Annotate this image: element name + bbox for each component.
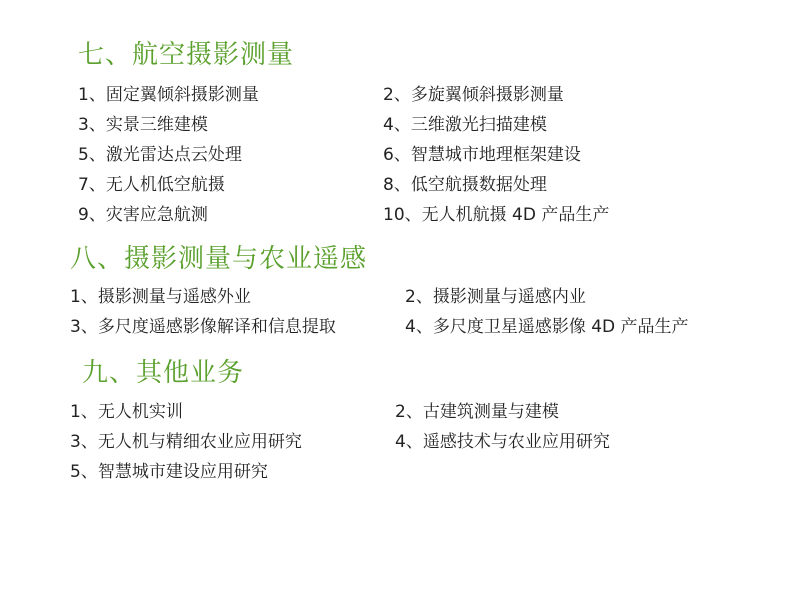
list-item: 2、摄影测量与遥感内业 [405, 287, 586, 308]
section-title: 七、航空摄影测量 [78, 40, 295, 70]
list-item: 1、固定翼倾斜摄影测量 [78, 85, 259, 106]
list-item: 8、低空航摄数据处理 [383, 175, 547, 196]
list-item: 3、无人机与精细农业应用研究 [70, 431, 302, 452]
list-row [70, 461, 756, 482]
list-item: 9、灾害应急航测 [78, 205, 208, 226]
list-row [70, 177, 756, 194]
list-item: 1、无人机实训 [70, 401, 183, 422]
list-item: 3、多尺度遥感影像解译和信息提取 [70, 317, 336, 338]
list-row [70, 319, 756, 336]
list-row [70, 147, 756, 164]
list-row [70, 207, 756, 224]
list-item: 5、激光雷达点云处理 [78, 145, 242, 166]
list-item: 1、摄影测量与遥感外业 [70, 287, 251, 308]
list-row [70, 401, 756, 422]
list-item: 3、实景三维建模 [78, 115, 208, 136]
list-item: 2、古建筑测量与建模 [395, 401, 559, 422]
section-aerial-photogrammetry [70, 40, 756, 224]
list-item: 4、多尺度卫星遥感影像 4D 产品生产 [405, 317, 689, 338]
section-photogrammetry-agri-remote-sensing [70, 244, 756, 336]
section-title: 八、摄影测量与农业遥感 [70, 244, 368, 275]
list-item: 6、智慧城市地理框架建设 [383, 145, 581, 166]
list-row [70, 117, 756, 134]
list-item: 7、无人机低空航摄 [78, 175, 225, 196]
list-row [70, 289, 756, 306]
section-other-services [70, 358, 756, 480]
list-item: 5、智慧城市建设应用研究 [70, 461, 268, 482]
list-item: 4、三维激光扫描建模 [383, 115, 547, 136]
list-row [70, 87, 756, 104]
section-title: 九、其他业务 [82, 358, 245, 389]
list-item: 4、遥感技术与农业应用研究 [395, 431, 610, 452]
list-item: 2、多旋翼倾斜摄影测量 [383, 85, 564, 106]
list-item: 10、无人机航摄 4D 产品生产 [383, 205, 610, 226]
list-row [70, 431, 756, 452]
